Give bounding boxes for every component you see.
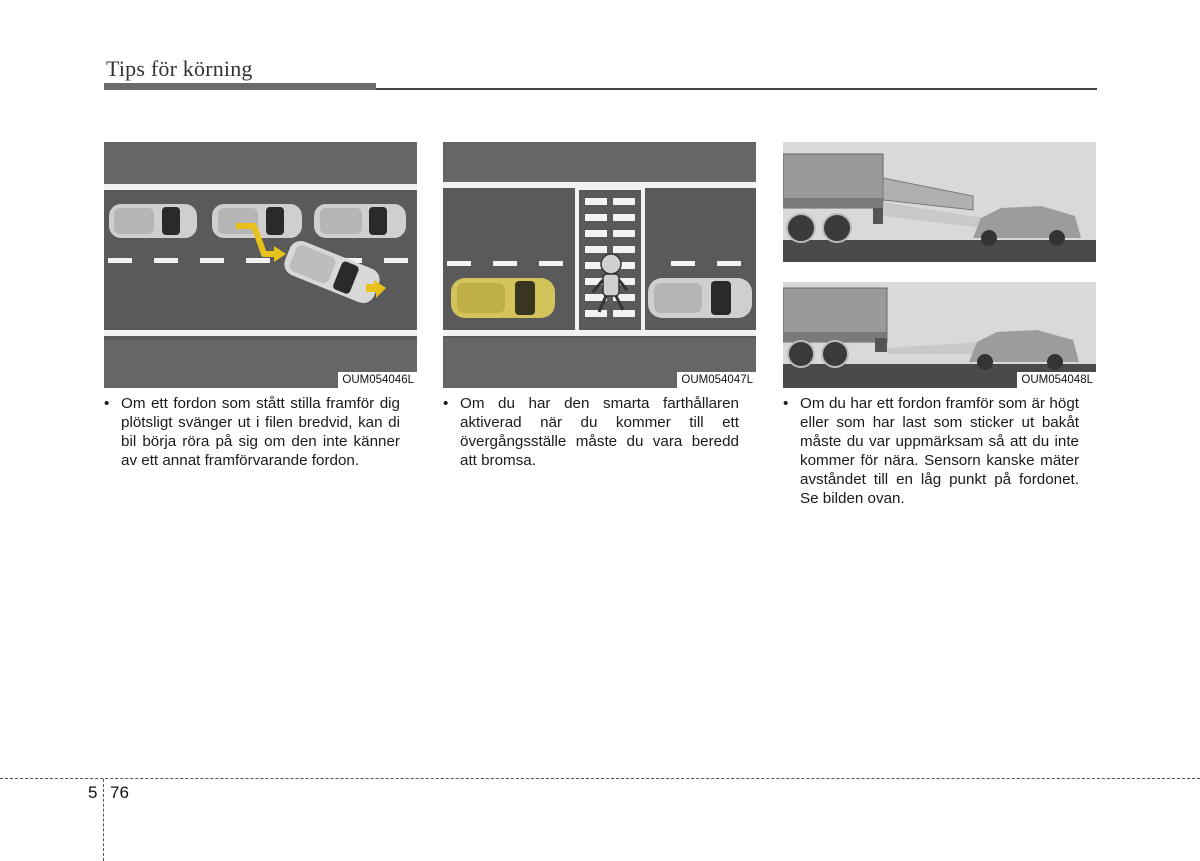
footer-vertical-divider — [103, 779, 104, 861]
figure-truck — [783, 142, 1096, 388]
car-ahead — [648, 278, 752, 318]
caption-crosswalk — [443, 394, 739, 470]
figure-code: OUM054048L — [1017, 372, 1096, 388]
figure-cut-in — [104, 142, 417, 388]
bullet: • — [783, 395, 789, 412]
caption-cut-in — [104, 394, 400, 470]
caption-text: Om du har den smarta farthållaren aktiverad när du kommer till ett övergångsställe måste du vara beredd att bromsa. — [460, 395, 739, 469]
stopped-car-1 — [109, 204, 197, 238]
own-car-yellow — [451, 278, 555, 318]
footer-divider — [0, 778, 1200, 779]
bullet: • — [104, 395, 110, 412]
caption-truck — [783, 394, 1079, 508]
cut-in-illustration — [104, 142, 417, 388]
header-rule-accent — [104, 83, 376, 90]
caption-text: Om ett fordon som stått stilla framför dig plötsligt svänger ut i filen bredvid, kan di bil börja röra på sig om den inte känner av ett annat framförvarande fordon. — [121, 395, 400, 469]
stopped-car-3 — [314, 204, 406, 238]
figure-code: OUM054047L — [677, 372, 756, 388]
chapter-number: 5 — [88, 783, 98, 802]
header-rule — [376, 88, 1097, 90]
figure-crosswalk — [443, 142, 756, 388]
crosswalk-illustration — [443, 142, 756, 388]
figure-code: OUM054046L — [338, 372, 417, 388]
page-number: 76 — [110, 783, 129, 802]
caption-text: Om du har ett fordon framför som är högt eller som har last som sticker ut bakåt måste du var uppmärksam så att du inte kommer för nära. Sensorn kanske mäter avståndet till en låg punkt på fordonet. Se bilden ovan. — [800, 395, 1079, 507]
bullet: • — [443, 395, 449, 412]
truck-illustration — [783, 142, 1096, 388]
section-title: Tips för körning — [106, 56, 253, 81]
